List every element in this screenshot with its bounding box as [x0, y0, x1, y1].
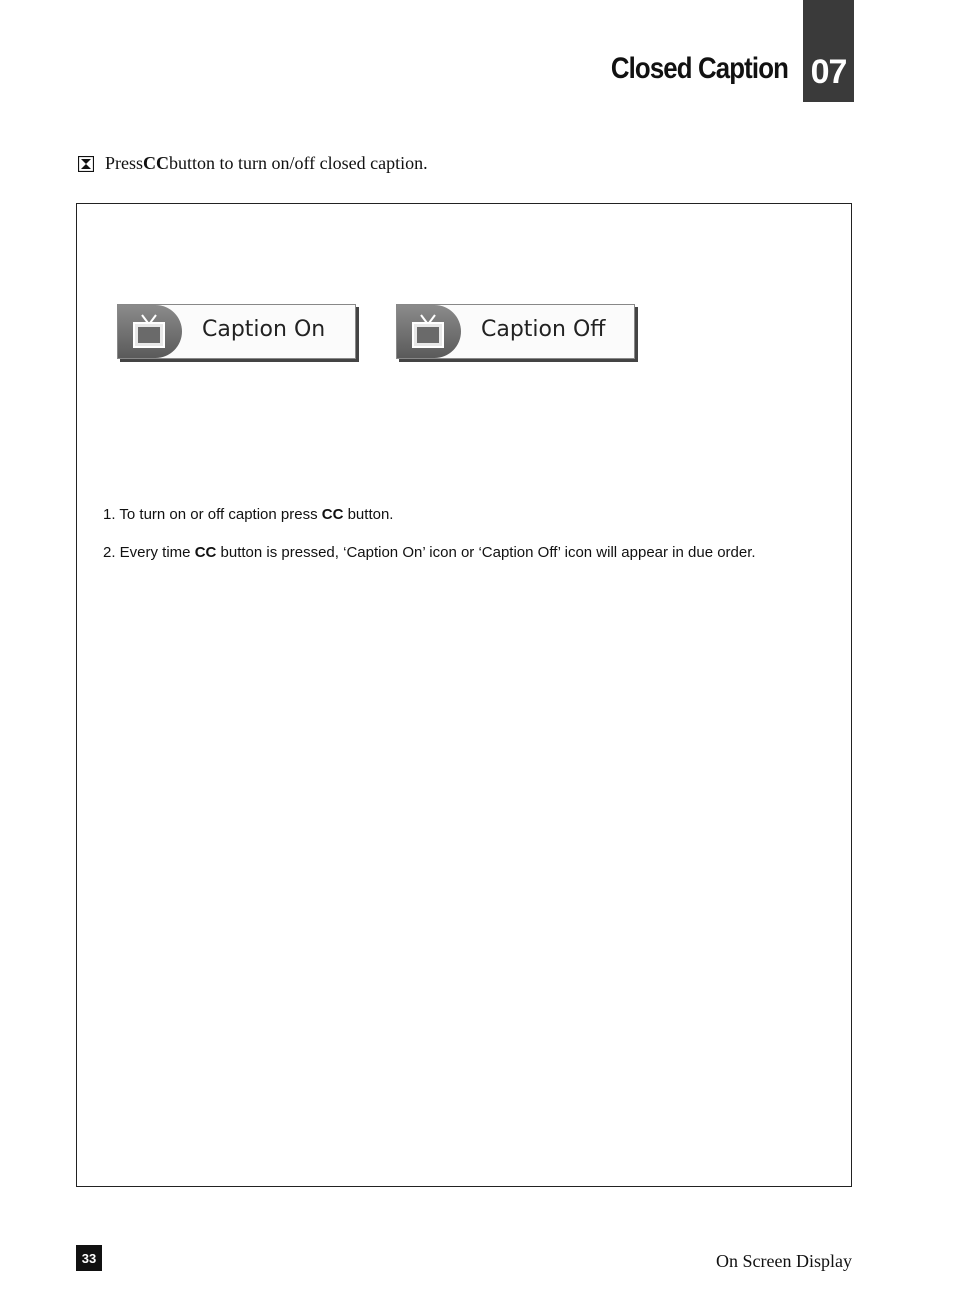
tv-icon: [132, 313, 166, 349]
step-suffix: button.: [343, 506, 394, 523]
intro-prefix: Press: [105, 153, 144, 173]
page-title: Closed Caption: [610, 52, 788, 85]
page-number: 33: [76, 1245, 102, 1271]
steps-list: [103, 506, 756, 582]
step-prefix: 1. To turn on or off caption press: [103, 506, 322, 523]
intro-key: CC: [143, 153, 170, 173]
step-item: [103, 544, 756, 561]
caption-off-osd: [396, 304, 635, 359]
osd-label: Caption Off: [481, 317, 606, 342]
step-key: CC: [321, 506, 344, 523]
step-prefix: 2. Every time: [103, 544, 195, 561]
tv-icon: [411, 313, 445, 349]
step-key: CC: [194, 544, 217, 561]
osd-label: Caption On: [202, 317, 326, 342]
bullet-icon: [78, 156, 94, 172]
intro-suffix: button to turn on/off closed caption.: [169, 153, 428, 173]
chapter-tab: 07: [803, 0, 854, 102]
step-suffix: button is pressed, ‘Caption On’ icon or ‘Caption Off’ icon will appear in due order.: [216, 544, 756, 561]
caption-on-osd: [117, 304, 356, 359]
step-item: [103, 506, 756, 523]
intro-line: [78, 153, 428, 174]
footer-section: On Screen Display: [716, 1251, 852, 1271]
